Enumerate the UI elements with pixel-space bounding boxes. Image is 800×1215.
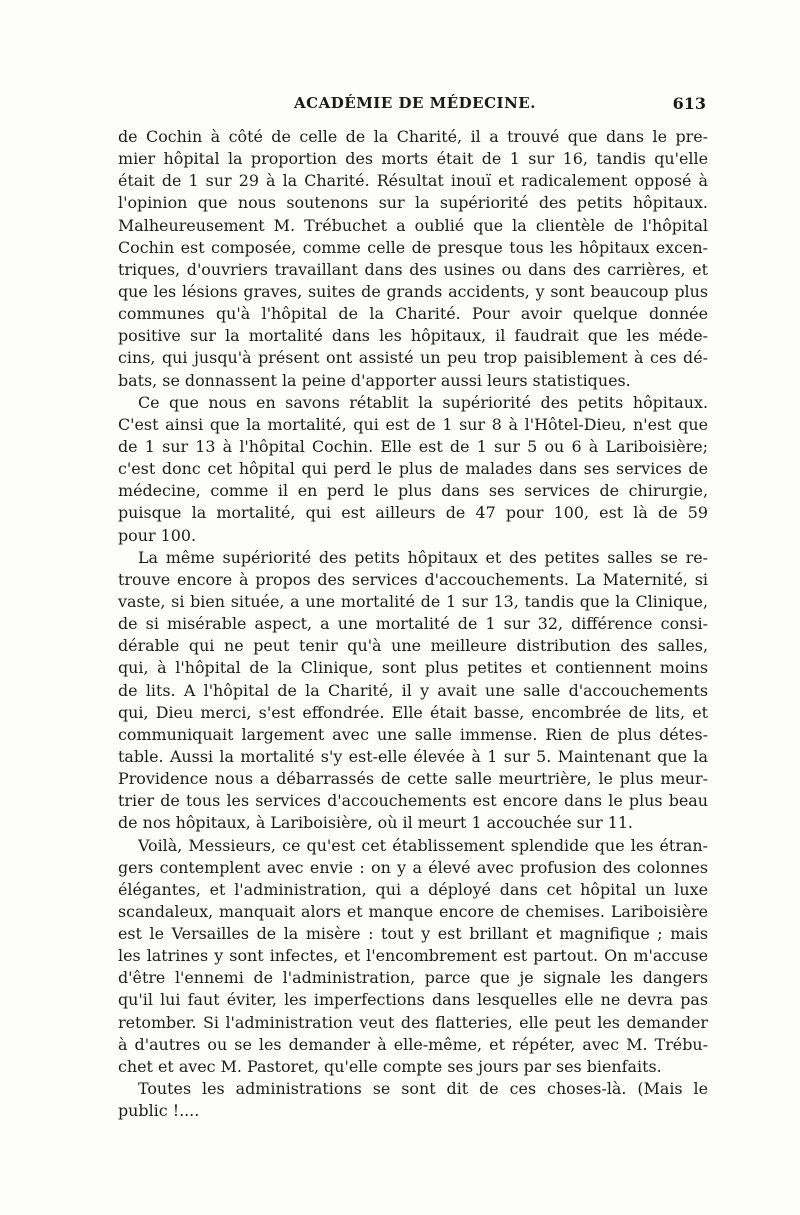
- text-line: communiquait largement avec une salle immense. Rien de plus détes-: [118, 724, 708, 744]
- text-line: Malheureusement M. Trébuchet a oublié que la clientèle de l'hôpital: [118, 215, 708, 235]
- text-line: Providence nous a débarrassés de cette salle meurtrière, le plus meur-: [118, 769, 708, 789]
- text-line: dérable qui ne peut tenir qu'à une meilleure distribution des salles,: [118, 636, 708, 656]
- text-line: trier de tous les services d'accouchements est encore dans le plus beau: [118, 791, 708, 811]
- text-line: C'est ainsi que la mortalité, qui est de 1 sur 8 à l'Hôtel-Dieu, n'est que: [118, 414, 708, 434]
- text-line: c'est donc cet hôpital qui perd le plus de malades dans ses services de: [118, 459, 708, 479]
- text-line: Cochin est composée, comme celle de presque tous les hôpitaux excen-: [118, 237, 708, 257]
- text-line: l'opinion que nous soutenons sur la supériorité des petits hôpitaux.: [118, 193, 708, 213]
- text-line: qu'il lui faut éviter, les imperfections dans lesquelles elle ne devra pas: [118, 990, 708, 1010]
- text-line: qui, à l'hôpital de la Clinique, sont plus petites et contiennent moins: [118, 658, 708, 678]
- text-line: médecine, comme il en perd le plus dans ses services de chirurgie,: [118, 481, 708, 501]
- text-line: d'être l'ennemi de l'administration, parce que je signale les dangers: [118, 968, 708, 988]
- page-header: [118, 94, 712, 118]
- text-line: table. Aussi la mortalité s'y est-elle élevée à 1 sur 5. Maintenant que la: [118, 746, 708, 766]
- text-line: puisque la mortalité, qui est ailleurs de 47 pour 100, est là de 59: [118, 503, 708, 523]
- text-line: triques, d'ouvriers travaillant dans des usines ou dans des carrières, et: [118, 259, 708, 279]
- text-line: élégantes, et l'administration, qui a déployé dans cet hôpital un luxe: [118, 879, 708, 899]
- text-line: retomber. Si l'administration veut des flatteries, elle peut les demander: [118, 1012, 708, 1032]
- text-line: de Cochin à côté de celle de la Charité, il a trouvé que dans le pre-: [118, 127, 708, 146]
- text-line: Voilà, Messieurs, ce qu'est cet établissement splendide que les étran-: [138, 835, 708, 855]
- text-line: de 1 sur 13 à l'hôpital Cochin. Elle est de 1 sur 5 ou 6 à Lariboisière;: [118, 436, 708, 456]
- text-line: chet et avec M. Pastoret, qu'elle compte ses jours par ses bienfaits.: [118, 1056, 662, 1076]
- text-line: qui, Dieu merci, s'est effondrée. Elle était basse, encombrée de lits, et: [118, 702, 708, 722]
- text-line: de lits. A l'hôpital de la Charité, il y avait une salle d'accouchements: [118, 680, 708, 700]
- text-line: Ce que nous en savons rétablit la supériorité des petits hôpitaux.: [138, 392, 708, 412]
- text-line: public !....: [118, 1101, 200, 1121]
- text-line: positive sur la mortalité dans les hôpitaux, il faudrait que les méde-: [118, 326, 708, 346]
- text-line: bats, se donnassent la peine d'apporter aussi leurs statistiques.: [118, 370, 631, 390]
- text-line: les latrines y sont infectes, et l'encombrement est partout. On m'accuse: [118, 946, 708, 966]
- text-line: vaste, si bien située, a une mortalité de 1 sur 13, tandis que la Clinique,: [118, 591, 708, 611]
- text-line: gers contemplent avec envie : on y a élevé avec profusion des colonnes: [118, 857, 708, 877]
- text-line: Toutes les administrations se sont dit de ces choses-là. (Mais le: [138, 1079, 708, 1099]
- text-line: pour 100.: [118, 525, 197, 545]
- text-line: mier hôpital la proportion des morts était de 1 sur 16, tandis qu'elle: [118, 149, 708, 169]
- text-line: scandaleux, manquait alors et manque encore de chemises. Lariboisière: [118, 901, 708, 921]
- text-line: était de 1 sur 29 à la Charité. Résultat inouï et radicalement opposé à: [118, 171, 708, 191]
- body-text: [118, 126, 708, 1122]
- text-line: trouve encore à propos des services d'accouchements. La Maternité, si: [118, 569, 708, 589]
- text-line: de si misérable aspect, a une mortalité de 1 sur 32, différence consi-: [118, 614, 708, 634]
- text-line: que les lésions graves, suites de grands accidents, y sont beaucoup plus: [118, 281, 708, 301]
- page-number: 613: [672, 94, 706, 113]
- running-head: ACADÉMIE DE MÉDECINE.: [294, 94, 536, 112]
- text-line: à d'autres ou se les demander à elle-même, et répéter, avec M. Trébu-: [118, 1034, 708, 1054]
- text-line: de nos hôpitaux, à Lariboisière, où il meurt 1 accouchée sur 11.: [118, 813, 633, 833]
- text-line: La même supériorité des petits hôpitaux et des petites salles se re-: [138, 547, 708, 567]
- text-line: est le Versailles de la misère : tout y est brillant et magnifique ; mais: [118, 924, 708, 944]
- text-line: cins, qui jusqu'à présent ont assisté un peu trop paisiblement à ces dé-: [118, 348, 708, 368]
- text-line: communes qu'à l'hôpital de la Charité. Pour avoir quelque donnée: [118, 304, 708, 324]
